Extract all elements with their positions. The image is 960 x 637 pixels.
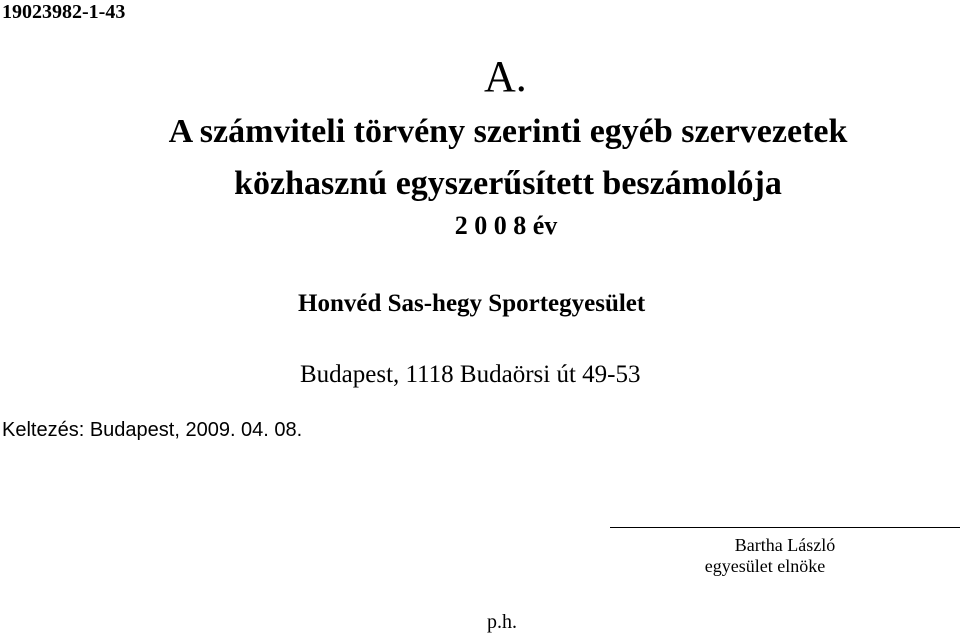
organization-address: Budapest, 1118 Budaörsi út 49-53 — [300, 361, 641, 388]
date-label: Keltezés: Budapest, 2009. 04. 08. — [2, 419, 303, 441]
stamp-label: p.h. — [487, 611, 517, 633]
signature-line — [610, 527, 960, 528]
signer-title: egyesület elnöke — [704, 556, 826, 576]
title-line-1: A számviteli törvény szerinti egyéb szervezetek — [168, 113, 848, 150]
signer-name: Bartha László — [734, 535, 836, 555]
title-line-2: közhasznú egyszerűsített beszámolója — [234, 165, 782, 202]
document-id: 19023982-1-43 — [2, 1, 126, 23]
report-year: 2 0 0 8 év — [454, 211, 558, 240]
section-letter: A. — [484, 52, 527, 101]
organization-name: Honvéd Sas-hegy Sportegyesület — [298, 290, 646, 317]
